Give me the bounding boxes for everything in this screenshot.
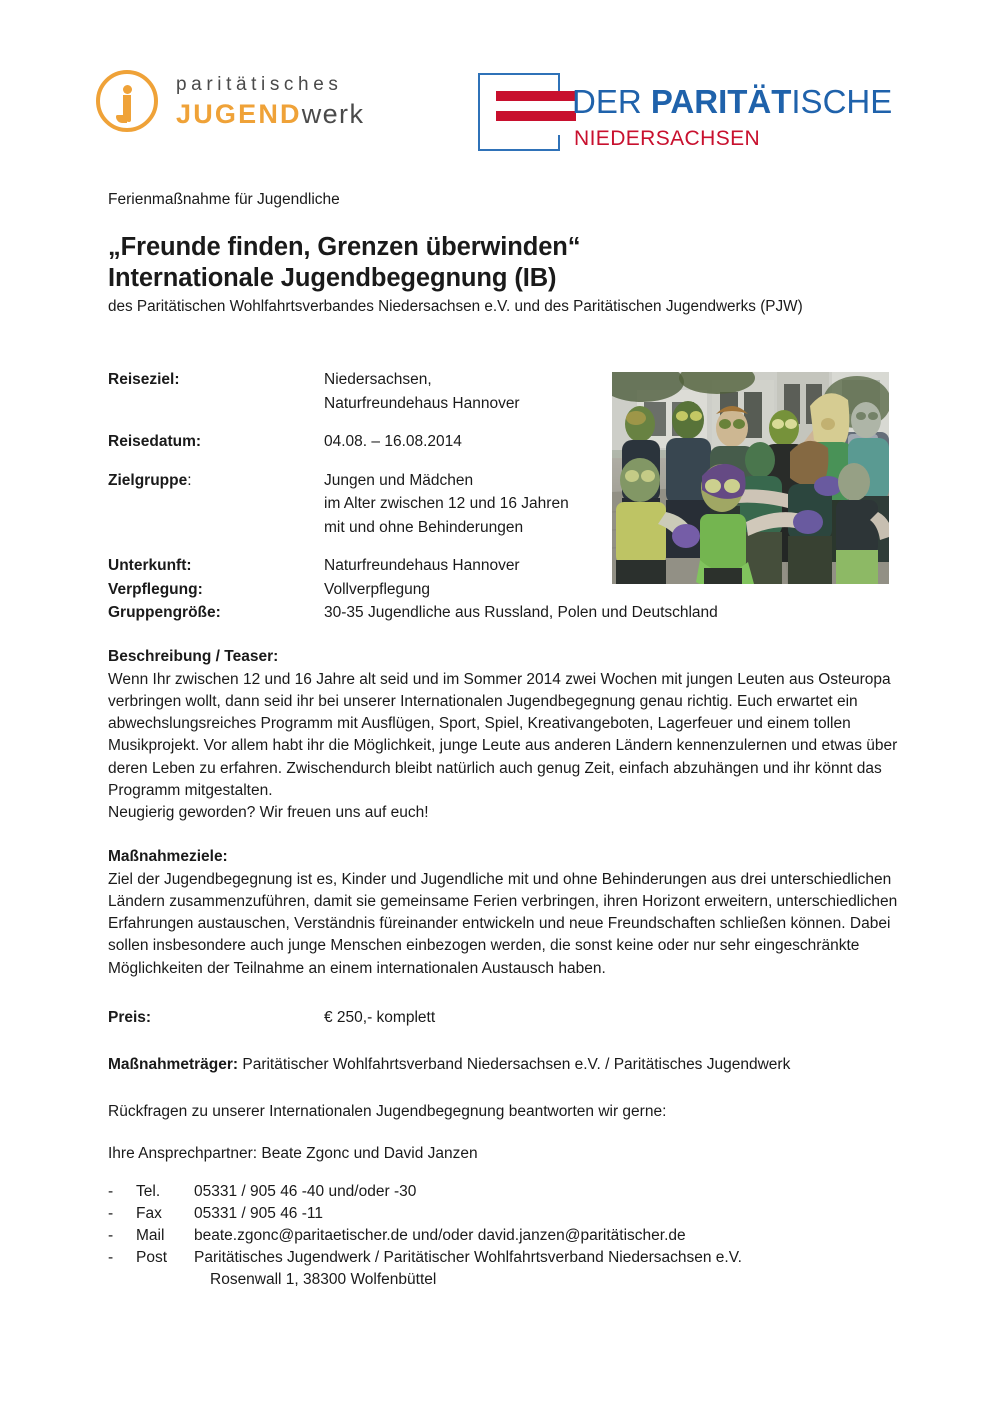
value-zielgruppe-line1: Jungen und Mädchen	[324, 471, 474, 489]
pjw-line2-light: werk	[301, 98, 365, 129]
contact-type: Fax	[136, 1204, 162, 1222]
value-reiseziel-line1: Niedersachsen,	[324, 371, 432, 388]
logo-der-paritaetische-niedersachsen	[478, 65, 893, 163]
label-unterkunft: Unterkunft:	[108, 557, 192, 574]
label-reiseziel: Reiseziel:	[108, 371, 180, 388]
section-massnahmeziele	[108, 846, 898, 980]
label-verpflegung: Verpflegung:	[108, 580, 203, 598]
bullet-dash: -	[108, 1182, 114, 1200]
list-item	[108, 1203, 898, 1225]
label-massnahmetraeger: Maßnahmeträger:	[108, 1056, 239, 1074]
page-subtitle: des Paritätischen Wohlfahrtsverbandes Niedersachsen e.V. und des Paritätischen Jugendwerks (PJW)	[108, 298, 803, 315]
contact-value: 05331 / 905 46 -11	[194, 1204, 323, 1222]
value-zielgruppe-line2: im Alter zwischen 12 und 16 Jahren	[324, 495, 569, 512]
contact-value-line1: Paritätisches Jugendwerk / Paritätischer Wohlfahrtsverband Niedersachsen e.V.	[194, 1248, 742, 1266]
text-beschreibung-last-line: Neugierig geworden? Wir freuen uns auf euch!	[108, 804, 429, 822]
label-zielgruppe-bold: Zielgruppe	[108, 471, 188, 489]
label-zielgruppe-colon: :	[187, 471, 192, 489]
section-beschreibung	[108, 646, 898, 825]
bullet-dash: -	[108, 1248, 114, 1266]
text-massnahmeziele: Ziel der Jugendbegegnung ist es, Kinder und Jugendliche mit und ohne Behinderungen aus drei unterschiedlichen Ländern zusammenzuführen, damit sie gemeinsame Ferien verbringen, ihren Horizont erweitern, unterschiedlichen Erfahrungen austauschen, Verständnis füreinander entwickeln und neue Freundschaften schließen können. Dabei sollen insbesondere auch junge Menschen einbezogen werden, die sonst keine oder nur sehr eingeschränkte Möglichkeiten der Teilnahme an einem internationalen Austausch haben.	[108, 870, 898, 977]
par-title-pre: DER	[572, 83, 651, 120]
heading-massnahmeziele: Maßnahmeziele:	[108, 847, 228, 865]
bullet-dash: -	[108, 1204, 114, 1222]
kicker-line: Ferienmaßnahme für Jugendliche	[108, 191, 340, 208]
contact-intro-line: Ihre Ansprechpartner: Beate Zgonc und David Janzen	[108, 1145, 478, 1163]
header-logos	[0, 55, 1000, 165]
contact-list	[108, 1181, 898, 1291]
label-preis: Preis:	[108, 1009, 152, 1027]
heading-beschreibung: Beschreibung / Teaser:	[108, 647, 279, 665]
label-gruppengroesse: Gruppengröße:	[108, 604, 221, 621]
pjw-circle-j-icon	[96, 70, 158, 132]
page-title	[108, 232, 898, 294]
par-red-bars-icon	[496, 91, 576, 121]
par-title-bold: PARITÄT	[650, 83, 792, 120]
group-photo	[612, 372, 889, 584]
pjw-line2-bold: JUGEND	[176, 98, 302, 129]
text-beschreibung: Wenn Ihr zwischen 12 und 16 Jahre alt seid und im Sommer 2014 zwei Wochen mit jungen Leuten aus Osteuropa verbringen wollt, dann seid ihr bei unserer Internationalen Jugendbegegnung genau richtig. Euch erwartet ein abwechslungsreiches Programm mit Ausflügen, Sport, Spiel, Kreativangeboten, Lagerfeuer und einem tollen Musikprojekt. Vor allem habt ihr die Möglichkeit, junge Leute aus anderen Ländern kennenzulernen und etwas über deren Leben zu erfahren. Zwischendurch bleibt natürlich auch genug Zeit, einfach abzuhängen und ihr könnt das Programm mitgestalten.	[108, 670, 898, 799]
value-reiseziel	[324, 368, 520, 415]
contact-type: Mail	[136, 1226, 165, 1244]
bullet-dash: -	[108, 1226, 114, 1244]
contact-value	[194, 1247, 898, 1291]
value-massnahmetraeger: Paritätischer Wohlfahrtsverband Niedersachsen e.V. / Paritätisches Jugendwerk	[238, 1056, 791, 1074]
par-title	[572, 85, 892, 118]
detail-row-gruppengroesse	[108, 601, 898, 625]
value-reisedatum: 04.08. – 16.08.2014	[324, 433, 462, 450]
list-item	[108, 1225, 898, 1247]
pjw-wordmark	[176, 75, 364, 128]
value-reiseziel-line2: Naturfreundehaus Hannover	[324, 394, 520, 412]
title-line-2: Internationale Jugendbegegnung (IB)	[108, 264, 557, 292]
value-gruppengroesse: 30-35 Jugendliche aus Russland, Polen und Deutschland	[324, 604, 718, 621]
pjw-line2	[176, 98, 365, 129]
inquiry-line: Rückfragen zu unserer Internationalen Jugendbegegnung beantworten wir gerne:	[108, 1103, 667, 1121]
trip-details-table	[108, 368, 898, 625]
label-zielgruppe	[108, 469, 324, 540]
value-verpflegung: Vollverpflegung	[324, 580, 430, 598]
detail-row-preis	[108, 1006, 898, 1029]
contact-value-line2: Rosenwall 1, 38300 Wolfenbüttel	[210, 1270, 437, 1288]
value-zielgruppe-line3: mit und ohne Behinderungen	[324, 518, 524, 536]
logo-paritaetisches-jugendwerk	[96, 70, 364, 132]
contact-value: 05331 / 905 46 -40 und/oder -30	[194, 1182, 417, 1200]
value-unterkunft: Naturfreundehaus Hannover	[324, 557, 520, 574]
list-item	[108, 1247, 898, 1291]
par-title-post: ISCHE	[791, 83, 893, 120]
document-content	[108, 190, 898, 1291]
list-item	[108, 1181, 898, 1203]
pjw-line1: paritätisches	[176, 73, 343, 95]
value-zielgruppe	[324, 469, 569, 540]
title-line-1: „Freunde finden, Grenzen überwinden“	[108, 233, 581, 261]
massnahmetraeger-line	[108, 1054, 898, 1076]
par-subtitle: NIEDERSACHSEN	[574, 127, 761, 150]
contact-type: Tel.	[136, 1182, 161, 1200]
contact-type: Post	[136, 1248, 168, 1266]
label-reisedatum: Reisedatum:	[108, 433, 202, 450]
contact-value-email[interactable]: beate.zgonc@paritaetischer.de und/oder david.janzen@paritätischer.de	[194, 1226, 686, 1244]
value-preis: € 250,- komplett	[324, 1009, 436, 1027]
